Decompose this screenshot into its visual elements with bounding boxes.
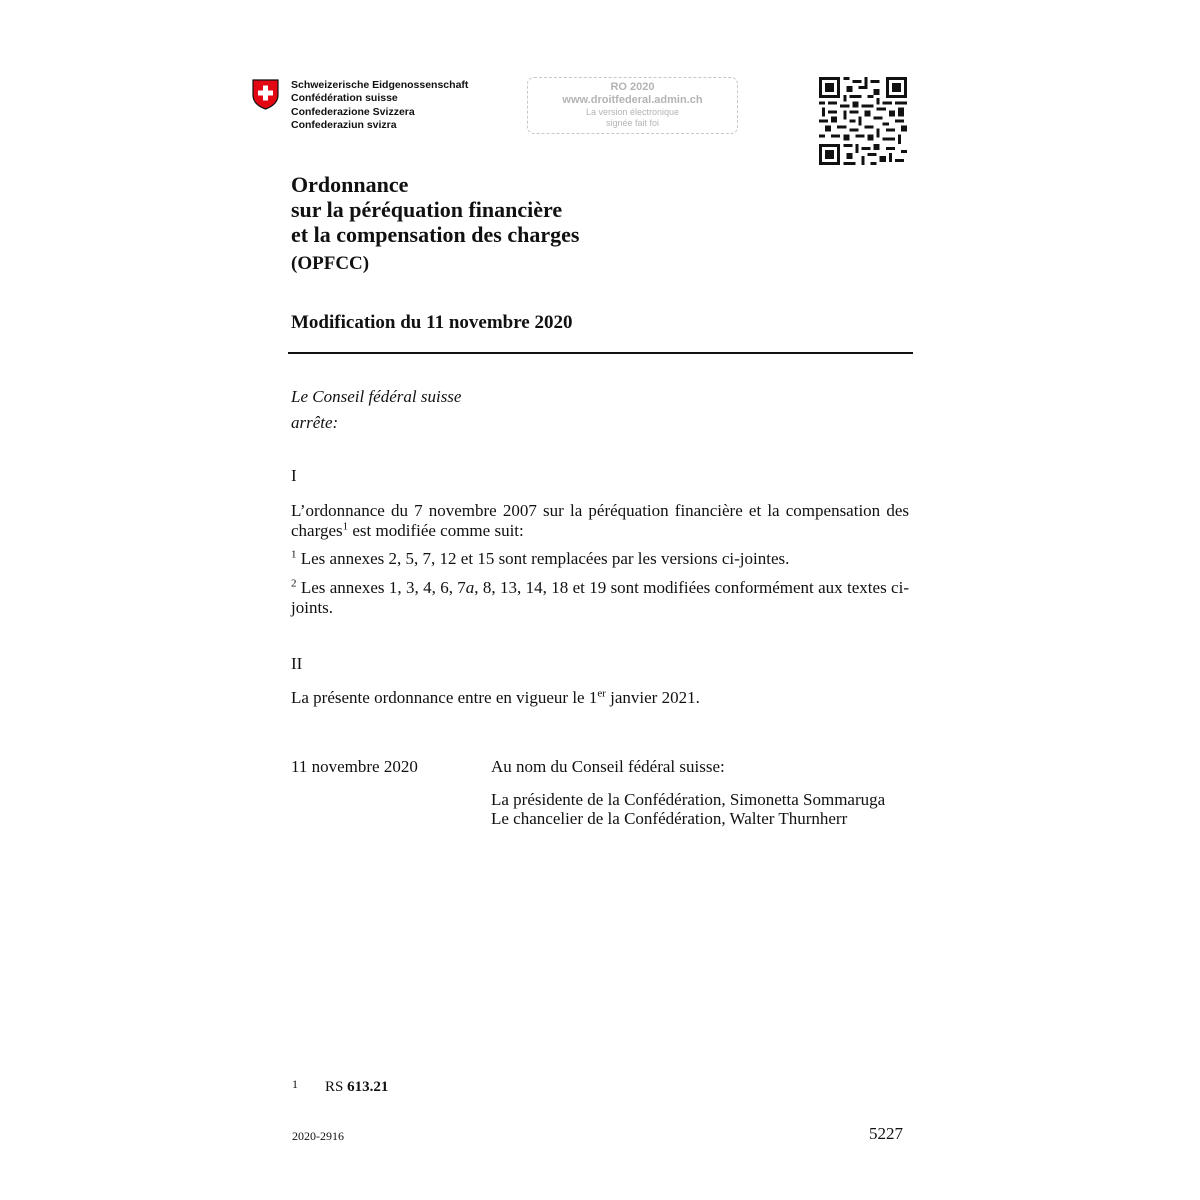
agency-line-fr: Confédération suisse xyxy=(291,92,398,105)
page-number: 5227 xyxy=(869,1124,903,1143)
qr-code-icon xyxy=(819,77,907,165)
modification-date: Modification du 11 novembre 2020 xyxy=(291,312,573,333)
document-title xyxy=(291,172,579,247)
stamp-url[interactable]: www.droitfederal.admin.ch xyxy=(562,94,703,106)
signature-on-behalf: Au nom du Conseil fédéral suisse: xyxy=(491,757,725,776)
section-1-intro-paragraph xyxy=(291,501,909,541)
title-abbreviation: (OPFCC) xyxy=(291,253,370,274)
stamp-note-2: signée fait foi xyxy=(605,118,660,128)
paragraph-text: La présente ordonnance entre en vigueur le 1 xyxy=(291,688,598,707)
ordinal-suffix: er xyxy=(597,687,606,700)
signatory-president: La présidente de la Confédération, Simonetta Sommaruga xyxy=(491,790,886,809)
agency-line-de: Schweizerische Eidgenossenschaft xyxy=(291,79,469,91)
paragraph-text-end: , 8, 13, 14, 18 et 19 sont modifiées conformément aux textes ci-joints. xyxy=(291,578,909,617)
signatories xyxy=(491,790,885,828)
agency-name-block xyxy=(291,79,468,132)
title-divider xyxy=(288,352,913,354)
footnote-number: 1 xyxy=(292,1077,298,1091)
footnote-reference[interactable]: 613.21 xyxy=(347,1079,389,1095)
title-line-2: sur la péréquation financière xyxy=(291,197,563,222)
paragraph-number: 2 xyxy=(291,577,297,590)
section-1-paragraph-2 xyxy=(291,578,909,618)
document-number: 2020-2916 xyxy=(292,1129,344,1143)
title-line-1: Ordonnance xyxy=(291,172,409,197)
agency-line-rm: Confederaziun svizra xyxy=(291,118,397,131)
paragraph-number: 1 xyxy=(291,548,297,561)
footnote-text xyxy=(325,1079,388,1096)
para-text: L’ordonnance du 7 novembre 2007 sur la péréquation financière et la compensation des charges xyxy=(291,501,909,540)
section-1-paragraph-1 xyxy=(291,549,909,569)
paragraph-text-end: janvier 2021. xyxy=(605,688,700,707)
footnote-prefix: RS xyxy=(325,1079,348,1095)
para-text-end: est modifiée comme suit: xyxy=(348,521,524,540)
title-line-3: et la compensation des charges xyxy=(291,222,580,247)
signature-date: 11 novembre 2020 xyxy=(291,757,418,776)
section-label-2: II xyxy=(291,654,303,673)
preamble-line-2: arrête: xyxy=(291,413,339,432)
footnote-ref[interactable]: 1 xyxy=(342,520,349,533)
agency-line-it: Confederazione Svizzera xyxy=(291,105,415,118)
paragraph-text: Les annexes 1, 3, 4, 6, 7 xyxy=(296,578,466,597)
paragraph-text: Les annexes 2, 5, 7, 12 et 15 sont remplacées par les versions ci-jointes. xyxy=(296,549,790,568)
section-2-paragraph xyxy=(291,688,909,708)
section-label-1: I xyxy=(291,466,297,485)
stamp-note-1: La version électronique xyxy=(585,107,680,117)
preamble-line-1: Le Conseil fédéral suisse xyxy=(291,387,462,406)
signatory-chancellor: Le chancelier de la Confédération, Walter Thurnherr xyxy=(491,809,848,828)
preamble xyxy=(291,384,461,436)
paragraph-text-italic: a xyxy=(465,578,475,597)
official-stamp xyxy=(527,77,738,134)
stamp-ro-label: RO 2020 xyxy=(610,81,655,93)
swiss-cross-icon xyxy=(252,79,279,110)
